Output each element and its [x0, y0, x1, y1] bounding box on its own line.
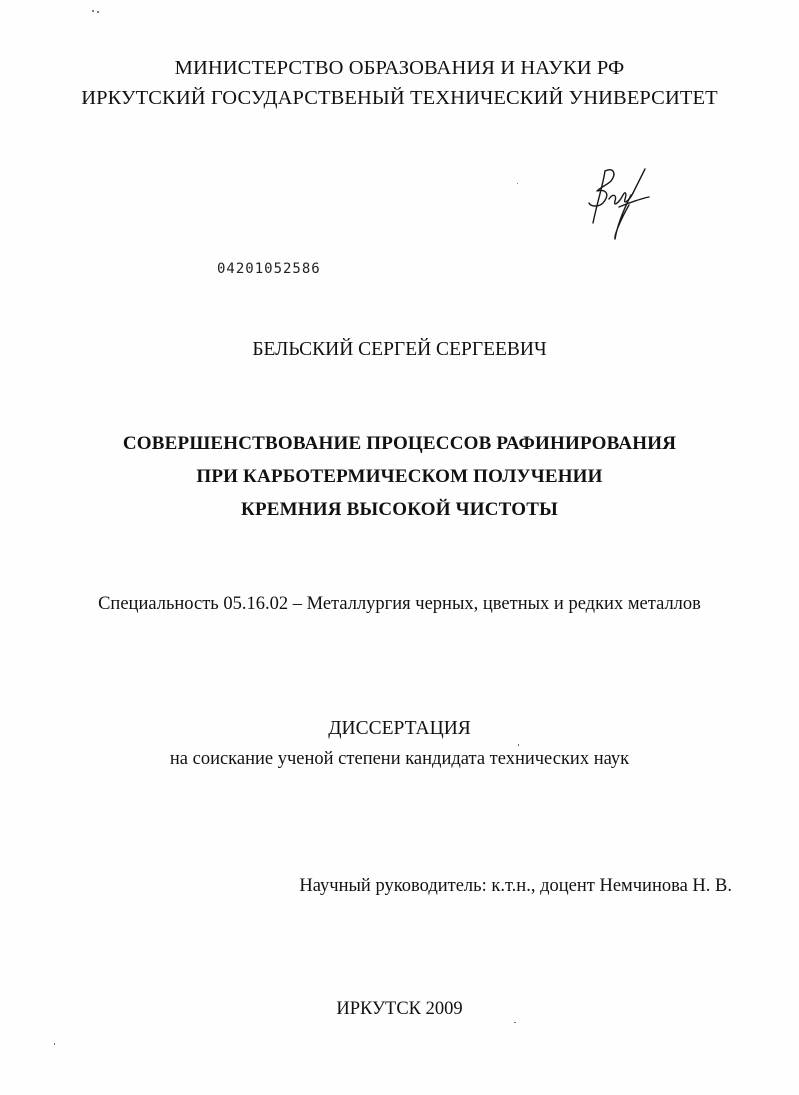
- university-heading: ИРКУТСКИЙ ГОСУДАРСТВЕНЫЙ ТЕХНИЧЕСКИЙ УНИВЕРСИТЕТ: [81, 87, 718, 109]
- ministry-heading: МИНИСТЕРСТВО ОБРАЗОВАНИЯ И НАУКИ РФ: [174, 57, 625, 79]
- dissertation-title-line-3: КРЕМНИЯ ВЫСОКОЙ ЧИСТОТЫ: [240, 499, 559, 520]
- scan-speck: [54, 1043, 55, 1045]
- scan-speck: [92, 10, 94, 12]
- scan-speck: [518, 744, 519, 746]
- scan-speck: [517, 183, 518, 184]
- catalog-number: 04201052586: [217, 261, 321, 277]
- scan-speck: [514, 1022, 516, 1023]
- dissertation-title-line-2: ПРИ КАРБОТЕРМИЧЕСКОМ ПОЛУЧЕНИИ: [196, 466, 603, 487]
- document-type: ДИССЕРТАЦИЯ: [328, 718, 471, 739]
- signature-icon: [583, 163, 653, 241]
- dissertation-title-line-1: СОВЕРШЕНСТВОВАНИЕ ПРОЦЕССОВ РАФИНИРОВАНИЯ: [122, 433, 677, 454]
- specialty-line: Специальность 05.16.02 – Металлургия черных, цветных и редких металлов: [98, 594, 701, 614]
- scan-speck: [97, 11, 99, 13]
- scientific-supervisor: Научный руководитель: к.т.н., доцент Немчинова Н. В.: [299, 876, 732, 896]
- city-year: ИРКУТСК 2009: [336, 999, 463, 1019]
- author-name: БЕЛЬСКИЙ СЕРГЕЙ СЕРГЕЕВИЧ: [252, 339, 547, 360]
- degree-line: на соискание ученой степени кандидата технических наук: [169, 749, 630, 769]
